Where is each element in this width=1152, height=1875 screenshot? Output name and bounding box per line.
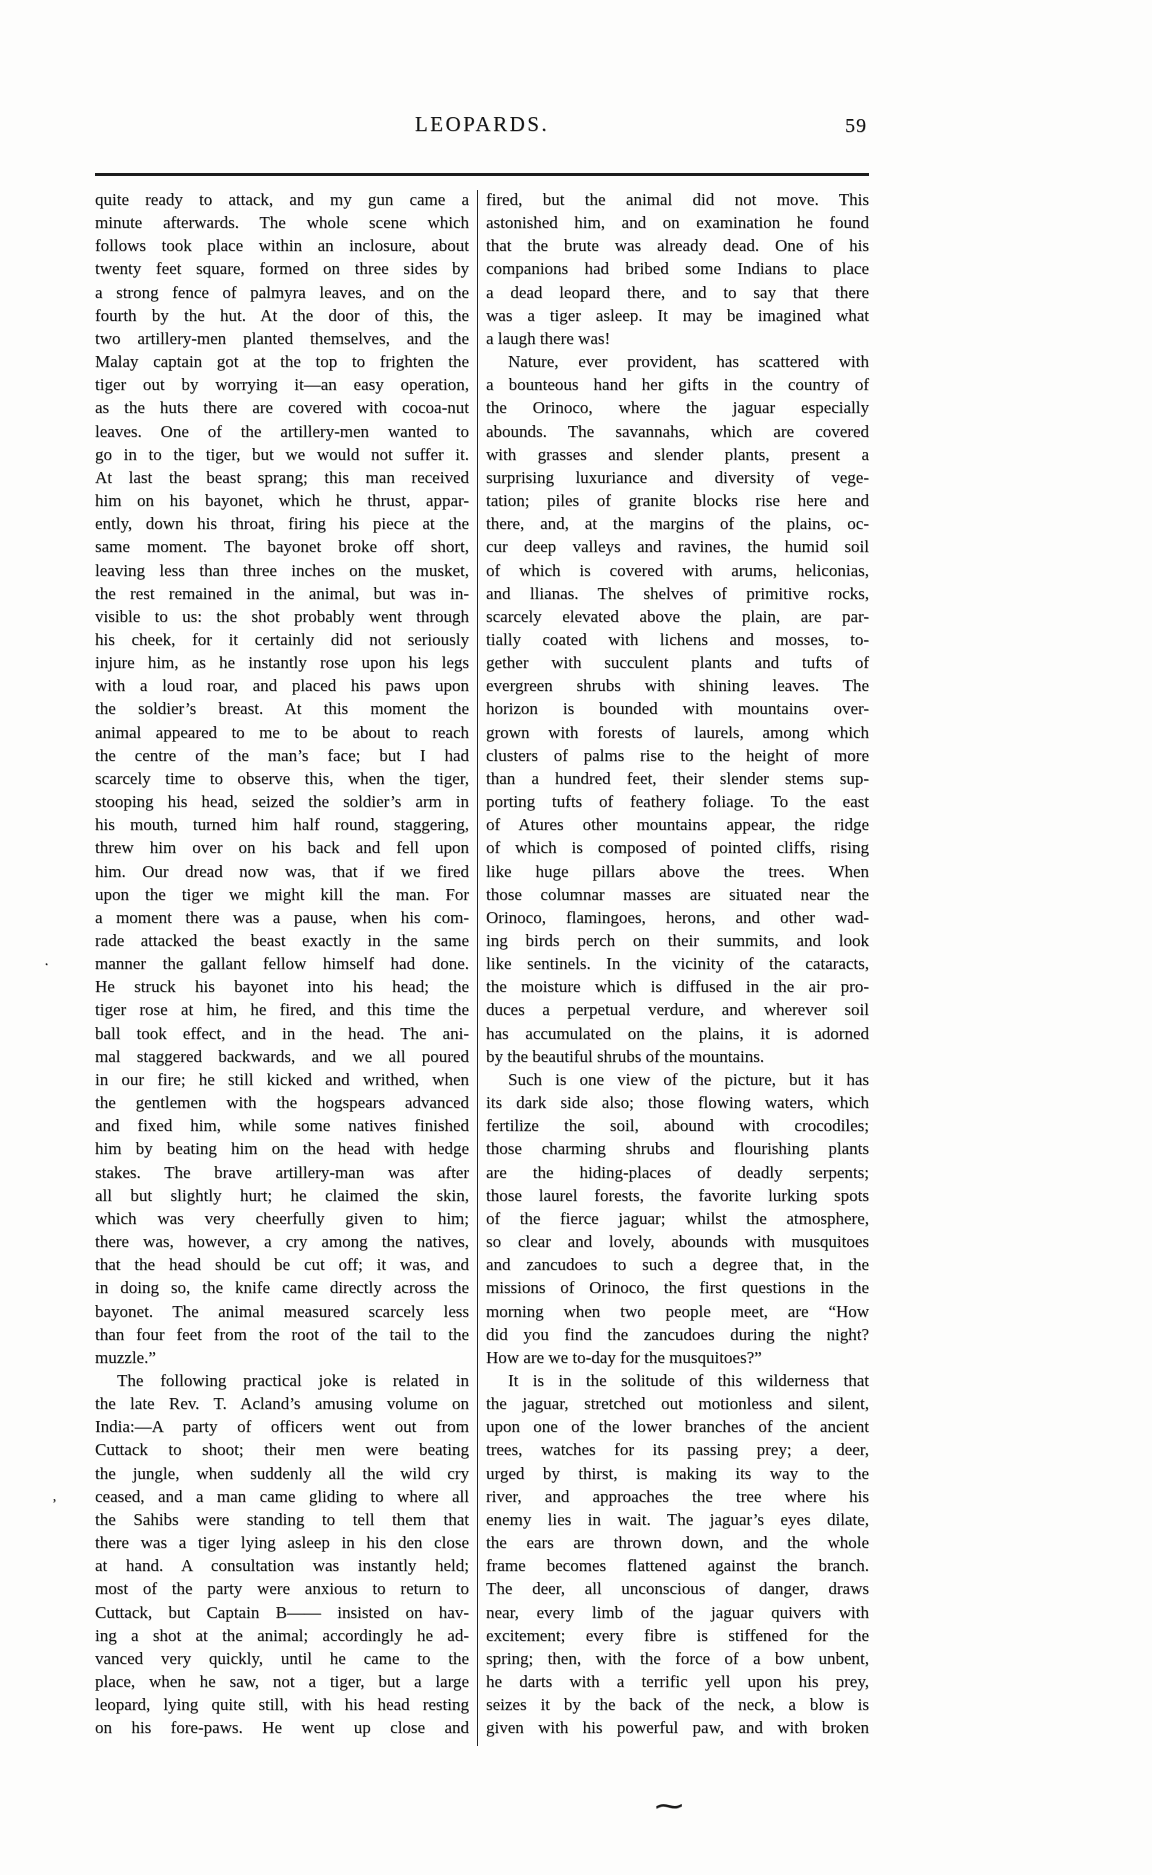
- text-line: a bounteous hand her gifts in the country of: [486, 375, 869, 395]
- paragraph: [486, 1369, 869, 1740]
- text-line: the late Rev. T. Acland’s amusing volume on: [95, 1394, 469, 1414]
- text-line: morning when two people meet, are “How: [486, 1301, 869, 1321]
- text-line: him. Our dread now was, that if we fired: [95, 861, 469, 881]
- ink-smudge: ·: [44, 957, 49, 973]
- text-line: the soldier’s breast. At this moment the: [95, 699, 469, 719]
- text-line: visible to us: the shot probably went through: [95, 606, 469, 626]
- text-line: there was, however, a cry among the natives,: [95, 1232, 469, 1252]
- text-line: his mouth, turned him half round, staggering,: [95, 815, 469, 835]
- text-line: ently, down his throat, firing his piece at the: [95, 514, 469, 534]
- text-line: How are we to-day for the musquitoes?”: [486, 1347, 762, 1367]
- text-line: trees, watches for its passing prey; a deer,: [486, 1440, 869, 1460]
- text-line: of which is covered with arums, heliconias,: [486, 560, 869, 580]
- text-line: fired, but the animal did not move. This: [486, 190, 869, 209]
- text-line: manner the gallant fellow himself had done.: [95, 954, 469, 974]
- text-line: most of the party were anxious to return to: [95, 1579, 469, 1599]
- text-line: the rest remained in the animal, but was in-: [95, 583, 469, 603]
- text-line: stooping his head, seized the soldier’s arm in: [95, 792, 469, 812]
- text-line: ceased, and a man came gliding to where all: [95, 1486, 469, 1506]
- text-line: animal appeared to me to be about to reach: [95, 722, 469, 742]
- text-line: scarcely elevated above the plain, are par-: [486, 606, 869, 626]
- text-line: spring; then, with the force of a bow unbent,: [486, 1648, 869, 1668]
- text-line: the jungle, when suddenly all the wild cry: [95, 1463, 469, 1483]
- text-line: him by beating him on the head with hedge: [95, 1139, 469, 1159]
- text-line: Cuttack, but Captain B—— insisted on hav-: [95, 1602, 469, 1622]
- text-line: the ears are thrown down, and the whole: [486, 1533, 869, 1553]
- header-rule: [95, 173, 869, 176]
- text-line: the moisture which is diffused in the air pro-: [486, 977, 869, 997]
- text-line: seizes it by the back of the neck, a blow is: [486, 1695, 869, 1715]
- paragraph: [95, 188, 469, 1369]
- text-line: tiger out by worrying it—an easy operation,: [95, 375, 469, 395]
- text-line: him on his bayonet, which he thrust, appar-: [95, 491, 469, 511]
- text-line: follows took place within an inclosure, about: [95, 236, 469, 256]
- paragraph: [486, 350, 869, 1068]
- text-line: enemy lies in wait. The jaguar’s eyes dilate,: [486, 1509, 869, 1529]
- text-line: by the beautiful shrubs of the mountains.: [486, 1046, 765, 1066]
- text-line: scarcely time to observe this, when the tiger,: [95, 768, 469, 788]
- text-line: The following practical joke is related in: [117, 1370, 469, 1390]
- text-line: like huge pillars above the trees. When: [486, 861, 869, 881]
- text-line: its dark side also; those flowing waters, which: [486, 1093, 869, 1113]
- text-line: he darts with a terrific yell upon his prey,: [486, 1672, 869, 1691]
- text-line: all but slightly hurt; he claimed the skin,: [95, 1185, 469, 1205]
- text-line: threw him over on his back and fell upon: [95, 838, 469, 858]
- text-line: those laurel forests, the favorite lurking spots: [486, 1185, 869, 1205]
- text-line: ball took effect, and in the head. The ani-: [95, 1023, 469, 1043]
- text-line: clusters of palms rise to the height of more: [486, 745, 869, 765]
- text-line: fourth by the hut. At the door of this, the: [95, 305, 469, 325]
- text-line: evergreen shrubs with shining leaves. The: [486, 676, 869, 696]
- text-line: same moment. The bayonet broke off short,: [95, 537, 469, 557]
- text-line: those charming shrubs and flourishing plants: [486, 1139, 869, 1159]
- text-line: two artillery-men planted themselves, and the: [95, 328, 469, 348]
- text-line: injure him, as he instantly rose upon his legs: [95, 653, 469, 673]
- page-number: 59: [845, 115, 867, 137]
- text-line: urged by thirst, is making its way to the: [486, 1463, 869, 1483]
- text-line: mal staggered backwards, and we all poured: [95, 1046, 469, 1066]
- text-line: as the huts there are covered with cocoa-nut: [95, 398, 469, 418]
- text-line: porting tufts of feathery foliage. To the east: [486, 792, 869, 812]
- text-line: muzzle.”: [95, 1347, 156, 1367]
- text-line: twenty feet square, formed on three sides by: [95, 259, 469, 279]
- text-line: cur deep valleys and ravines, the humid soil: [486, 537, 869, 557]
- paragraph: [95, 1369, 469, 1740]
- left-column: [95, 188, 469, 1739]
- text-line: astonished him, and on examination he found: [486, 213, 869, 233]
- text-line: duces a perpetual verdure, and wherever soil: [486, 1000, 869, 1020]
- text-line: his cheek, for it certainly did not seriously: [95, 629, 469, 649]
- text-line: in doing so, the knife came directly across the: [95, 1278, 469, 1298]
- text-line: those columnar masses are situated near the: [486, 884, 869, 904]
- text-line: a laugh there was!: [486, 328, 611, 348]
- text-line: with a loud roar, and placed his paws upon: [95, 676, 469, 696]
- text-line: the jaguar, stretched out motionless and silent,: [486, 1394, 869, 1414]
- text-line: the centre of the man’s face; but I had: [95, 745, 469, 765]
- text-line: horizon is bounded with mountains over-: [486, 699, 869, 719]
- text-line: The deer, all unconscious of danger, draws: [486, 1579, 869, 1599]
- text-line: like sentinels. In the vicinity of the cataracts,: [486, 954, 869, 974]
- text-line: there, and, at the margins of the plains, oc-: [486, 514, 869, 534]
- text-line: and fixed him, while some natives finished: [95, 1116, 469, 1136]
- text-line: ing a shot at the animal; accordingly he ad-: [95, 1625, 469, 1645]
- text-line: that the brute was already dead. One of his: [486, 236, 869, 256]
- text-line: leaving less than three inches on the musket,: [95, 560, 469, 580]
- text-line: at hand. A consultation was instantly held;: [95, 1556, 469, 1576]
- text-line: Such is one view of the picture, but it has: [508, 1069, 869, 1089]
- text-line: a moment there was a pause, when his com-: [95, 907, 469, 927]
- paragraph: [486, 188, 869, 350]
- text-line: tially coated with lichens and mosses, to-: [486, 629, 869, 649]
- ink-smudge: ’: [52, 1497, 57, 1512]
- text-line: bayonet. The animal measured scarcely less: [95, 1301, 469, 1321]
- text-line: in our fire; he still kicked and writhed, when: [95, 1069, 469, 1089]
- text-line: of the fierce jaguar; whilst the atmosphere,: [486, 1208, 869, 1228]
- text-line: Nature, ever provident, has scattered with: [508, 352, 869, 372]
- text-line: given with his powerful paw, and with broken: [486, 1718, 869, 1738]
- text-line: ing birds perch on their summits, and look: [486, 931, 869, 950]
- text-line: companions had bribed some Indians to place: [486, 259, 869, 279]
- text-line: and llianas. The shelves of primitive rocks,: [486, 583, 869, 603]
- text-line: the gentlemen with the hogspears advanced: [95, 1093, 469, 1113]
- text-line: there was a tiger lying asleep in his den close: [95, 1533, 469, 1553]
- text-line: was a tiger asleep. It may be imagined what: [486, 305, 869, 325]
- text-line: with grasses and slender plants, present a: [486, 444, 869, 464]
- text-line: leopard, lying quite still, with his head resting: [95, 1695, 469, 1715]
- text-line: that the head should be cut off; it was, and: [95, 1255, 469, 1275]
- text-line: a strong fence of palmyra leaves, and on the: [95, 282, 469, 302]
- text-line: place, when he saw, not a tiger, but a large: [95, 1672, 469, 1691]
- text-line: gether with succulent plants and tufts of: [486, 653, 869, 673]
- text-line: so clear and lovely, abounds with musquitoes: [486, 1232, 869, 1252]
- text-line: grown with forests of laurels, among which: [486, 722, 869, 742]
- text-line: India:—A party of officers went out from: [95, 1417, 469, 1437]
- text-line: abounds. The savannahs, which are covered: [486, 421, 869, 441]
- text-line: rade attacked the beast exactly in the same: [95, 931, 469, 950]
- text-line: missions of Orinoco, the first questions in the: [486, 1278, 869, 1298]
- text-line: At last the beast sprang; this man received: [95, 467, 469, 487]
- text-line: leaves. One of the artillery-men wanted to: [95, 421, 469, 441]
- text-line: near, every limb of the jaguar quivers with: [486, 1602, 869, 1622]
- text-line: than a hundred feet, their slender stems sup-: [486, 768, 869, 788]
- ink-smudge: ⁓: [655, 1791, 683, 1822]
- text-line: of which is composed of pointed cliffs, rising: [486, 838, 869, 858]
- running-head: [95, 112, 869, 146]
- text-line: Orinoco, flamingoes, herons, and other wad-: [486, 907, 869, 927]
- text-line: frame becomes flattened against the branch.: [486, 1556, 869, 1576]
- text-line: than four feet from the root of the tail to the: [95, 1324, 469, 1344]
- text-line: go in to the tiger, but we would not suffer it.: [95, 444, 469, 464]
- text-line: tiger rose at him, he fired, and this time the: [95, 1000, 469, 1020]
- text-line: the Sahibs were standing to tell them that: [95, 1509, 469, 1529]
- text-line: Malay captain got at the top to frighten the: [95, 352, 469, 372]
- paragraph: [486, 1068, 869, 1369]
- text-line: upon the tiger we might kill the man. For: [95, 884, 469, 904]
- text-line: surprising luxuriance and diversity of vege-: [486, 467, 869, 487]
- text-line: vanced very quickly, until he came to the: [95, 1648, 469, 1668]
- text-line: fertilize the soil, abound with crocodiles;: [486, 1116, 869, 1136]
- text-line: river, and approaches the tree where his: [486, 1486, 869, 1506]
- text-line: and zancudoes to such a degree that, in the: [486, 1255, 869, 1275]
- text-line: the Orinoco, where the jaguar especially: [486, 398, 869, 418]
- text-line: excitement; every fibre is stiffened for the: [486, 1625, 869, 1645]
- text-columns: [95, 188, 869, 1746]
- text-line: did you find the zancudoes during the night?: [486, 1324, 869, 1344]
- page-title: LEOPARDS.: [414, 112, 550, 136]
- text-line: on his fore-paws. He went up close and: [95, 1718, 469, 1738]
- text-line: has accumulated on the plains, it is adorned: [486, 1023, 869, 1043]
- text-line: which was very cheerfully given to him;: [95, 1208, 469, 1228]
- text-line: Cuttack to shoot; their men were beating: [95, 1440, 469, 1460]
- text-line: of Atures other mountains appear, the ridge: [486, 815, 869, 835]
- text-line: minute afterwards. The whole scene which: [95, 213, 469, 233]
- text-line: stakes. The brave artillery-man was after: [95, 1162, 469, 1182]
- text-line: quite ready to attack, and my gun came a: [95, 190, 469, 209]
- text-line: It is in the solitude of this wilderness that: [508, 1370, 869, 1390]
- text-line: tation; piles of granite blocks rise here and: [486, 491, 869, 511]
- text-line: upon one of the lower branches of the ancient: [486, 1417, 869, 1437]
- text-line: are the hiding-places of deadly serpents;: [486, 1162, 869, 1182]
- column-divider-rule: [477, 190, 478, 1746]
- text-line: He struck his bayonet into his head; the: [95, 977, 469, 997]
- right-column: [486, 188, 869, 1739]
- text-line: a dead leopard there, and to say that there: [486, 282, 869, 302]
